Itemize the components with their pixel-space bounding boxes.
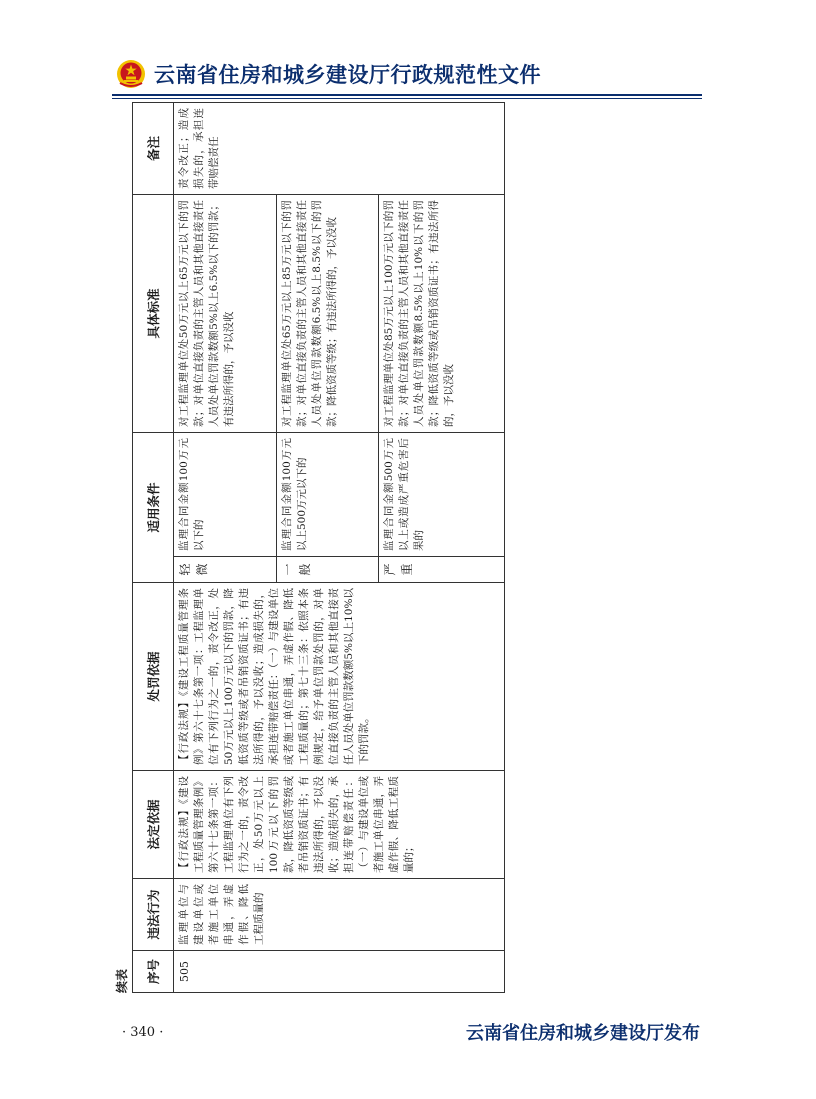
table-region [112,103,506,993]
col-header-standard: 具体标准 [133,194,174,432]
condition-serious: 监理合同金额500万元以上或造成严重危害后果的 [379,432,505,556]
table-row [174,102,277,992]
col-header-penalty-basis: 处罚依据 [133,583,174,771]
row-penalty-basis: 【行政法规】《建设工程质量管理条例》第六十七条第一项：工程监理单位有下列行为之一的，责令改正，处50万元以上100万元以下的罚款，降低资质等级或者吊销资质证书；有违法所得的，予以没收；造成损失的，承担连带赔偿责任：（一）与建设单位或者施工单位串通，弄虚作假、降低工程质量的；第七十三条：依照本条例规定，给予单位罚款处罚的，对单位直接负责的主管人员和其他直接责任人员处单位罚款数额5%以上10%以下的罚款。 [174,583,505,771]
col-header-seq: 序号 [133,951,174,993]
level-general: 一般 [276,557,379,583]
header-rule-thick [112,94,702,96]
rotated-table-container [112,103,506,993]
table-header-row [133,102,174,992]
row-remark: 责令改正；造成损失的，承担连带赔偿责任 [174,102,505,194]
row-legal-basis: 【行政法规】《建设工程质量管理条例》第六十七条第一项：工程监理单位有下列行为之一的，责令改正，处50万元以上100万元以下的罚款，降低资质等级或者吊销资质证书；有违法所得的，予以没收；造成损失的，承担连带赔偿责任：（一）与建设单位或者施工单位串通，弄虚作假、降低工程质量的； [174,771,505,879]
col-header-legal-basis: 法定依据 [133,771,174,879]
footer-publisher: 云南省住房和城乡建设厅发布 [466,1023,700,1044]
header-rule-thin [112,98,702,99]
col-header-remark: 备注 [133,102,174,194]
row-violation: 监理单位与建设单位或者施工单位串通，弄虚作假、降低工程质量的 [174,879,505,951]
page-header [116,56,541,92]
level-serious: 严重 [379,557,505,583]
national-emblem-icon [116,59,146,89]
condition-minor: 监理合同金额100万元以下的 [174,432,277,556]
penalty-table [132,102,505,993]
level-minor: 轻微 [174,557,277,583]
condition-general: 监理合同金额100万元以上500万元以下的 [276,432,379,556]
standard-general: 对工程监理单位处65万元以上85万元以下的罚款；对单位直接负责的主管人员和其他直接责任人员处单位罚款数额6.5%以上8.5%以下的罚款；降低资质等级；有违法所得的，予以没收 [276,194,379,432]
row-seq: 505 [174,951,505,993]
continued-label: 续表 [115,968,129,993]
header-title: 云南省住房和城乡建设厅行政规范性文件 [154,63,541,87]
col-header-condition: 适用条件 [133,432,174,582]
standard-serious: 对工程监理单位处85万元以上100万元以下的罚款；对单位直接负责的主管人员和其他直接责任人员处单位罚款数额8.5%以上10%以下的罚款；降低资质等级或吊销资质证书；有违法所得的，予以没收 [379,194,505,432]
col-header-violation: 违法行为 [133,879,174,951]
page-number: · 340 · [122,1025,164,1040]
standard-minor: 对工程监理单位处50万元以上65万元以下的罚款；对单位直接负责的主管人员和其他直接责任人员处单位罚款数额5%以上6.5%以下的罚款；有违法所得的，予以没收 [174,194,277,432]
